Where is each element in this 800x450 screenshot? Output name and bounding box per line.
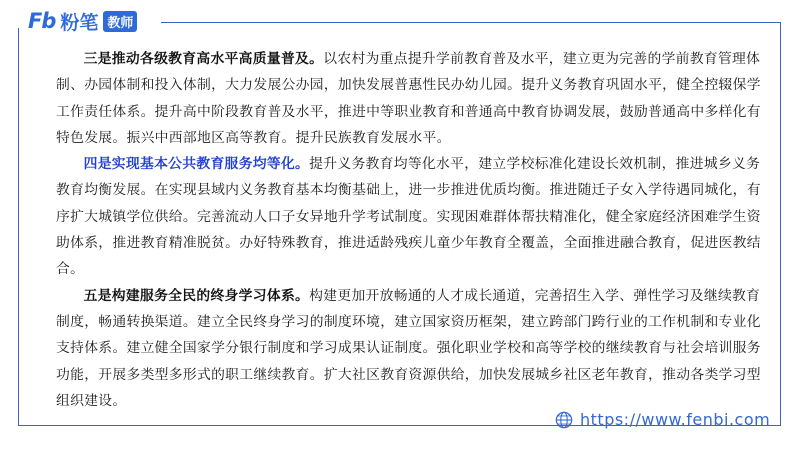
globe-icon bbox=[555, 411, 573, 429]
paragraph-lead: 五是构建服务全民的终身学习体系。 bbox=[83, 287, 310, 304]
document-body bbox=[56, 46, 768, 414]
paragraph-lead: 三是推动各级教育高水平高质量普及。 bbox=[83, 51, 324, 67]
logo-letters: Fb bbox=[28, 9, 56, 33]
logo-brand: 粉笔 bbox=[60, 11, 99, 34]
footer bbox=[555, 410, 770, 429]
logo-badge: 教师 bbox=[103, 11, 137, 32]
website-link[interactable]: https://www.fenbi.com bbox=[580, 410, 771, 429]
paragraph-text: 提升义务教育均等化水平，建立学校标准化建设长效机制，推进城乡义务教育均衡发展。在实现县域内义务教育基本均衡基础上，进一步推进优质均衡。推进随迁子女入学待遇同城化，有序扩大城镇学位供给。完善流动人口子女异地升学考试制度。实现困难群体帮扶精准化，健全家庭经济困难学生资助体系，推进教育精准脱贫。办好特殊教育，推进适龄残疾儿童少年教育全覆盖，全面推进融合教育，促进医教结合。 bbox=[56, 156, 761, 278]
paragraph-text: 以农村为重点提升学前教育普及水平，建立更为完善的学前教育管理体制、办园体制和投入体制，大力发展公办园，加快发展普惠性民办幼儿园。提升义务教育巩固水平，健全控辍保学工作责任体系。提升高中阶段教育普及水平，推进中等职业教育和普通高中教育协调发展，鼓励普通高中多样化有特色发展。振兴中西部地区高等教育。提升民族教育发展水平。 bbox=[56, 51, 761, 146]
paragraph-3 bbox=[56, 46, 768, 151]
paragraph-4 bbox=[56, 151, 768, 282]
paragraph-lead: 四是实现基本公共教育服务均等化。 bbox=[83, 156, 310, 173]
brand-logo bbox=[28, 9, 137, 33]
paragraph-text: 构建更加开放畅通的人才成长通道，完善招生入学、弹性学习及继续教育制度，畅通转换渠道。建立全民终身学习的制度环境，建立国家资历框架，建立跨部门跨行业的工作机制和专业化支持体系。建立健全国家学分银行制度和学习成果认证制度。强化职业学校和高等学校的继续教育与社会培训服务功能，开展多类型多形式的职工继续教育。扩大社区教育资源供给，加快发展城乡社区老年教育，推动各类学习型组织建设。 bbox=[56, 287, 761, 409]
paragraph-5 bbox=[56, 283, 768, 414]
